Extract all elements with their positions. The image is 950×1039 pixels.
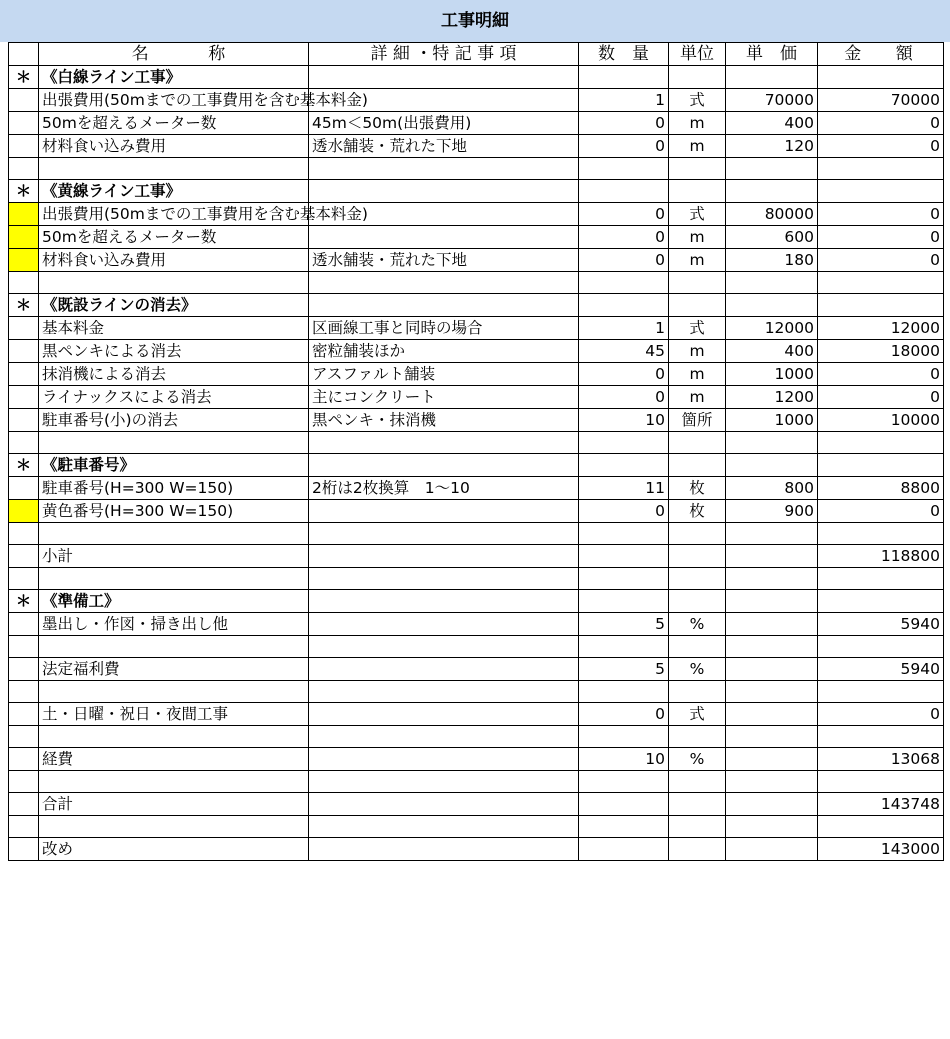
row-marker	[9, 135, 39, 158]
table-row	[9, 726, 944, 748]
table-row	[9, 838, 944, 861]
cell-detail: 透水舗装・荒れた下地	[309, 249, 579, 272]
cell-detail: 密粒舗装ほか	[309, 340, 579, 363]
cell-unit: m	[669, 249, 726, 272]
cell-unit	[669, 816, 726, 838]
row-marker	[9, 726, 39, 748]
cell-amount: 70000	[818, 89, 944, 112]
cell-quantity	[579, 523, 669, 545]
cell-unit-price: 400	[726, 340, 818, 363]
cell-amount: 0	[818, 703, 944, 726]
row-marker: ＊	[9, 454, 39, 477]
cell-amount	[818, 523, 944, 545]
cell-name: ライナックスによる消去	[39, 386, 309, 409]
row-marker-highlight	[9, 203, 39, 226]
table-row	[9, 135, 944, 158]
cell-name: 50mを超えるメーター数	[39, 112, 309, 135]
header-detail-cell: 詳 細 ・特 記 事 項	[309, 43, 579, 66]
cell-amount: 0	[818, 363, 944, 386]
cell-unit	[669, 272, 726, 294]
cell-detail	[309, 294, 579, 317]
cell-quantity	[579, 771, 669, 793]
cell-quantity: 0	[579, 226, 669, 249]
row-marker	[9, 636, 39, 658]
cell-unit: m	[669, 112, 726, 135]
cell-unit	[669, 158, 726, 180]
cell-quantity	[579, 158, 669, 180]
cell-unit	[669, 636, 726, 658]
table-row	[9, 409, 944, 432]
cell-quantity	[579, 294, 669, 317]
cell-unit: 箇所	[669, 409, 726, 432]
table-row	[9, 203, 944, 226]
table-row	[9, 477, 944, 500]
row-marker-highlight	[9, 249, 39, 272]
cell-amount: 0	[818, 500, 944, 523]
cell-unit-price	[726, 272, 818, 294]
cell-quantity	[579, 568, 669, 590]
cell-amount	[818, 771, 944, 793]
table-row	[9, 226, 944, 249]
cell-quantity	[579, 793, 669, 816]
cell-amount: 0	[818, 112, 944, 135]
table-row	[9, 158, 944, 180]
cell-unit	[669, 523, 726, 545]
table-row	[9, 66, 944, 89]
cell-unit: 枚	[669, 500, 726, 523]
cell-detail: 2桁は2枚換算 1～10	[309, 477, 579, 500]
cell-quantity	[579, 272, 669, 294]
cell-name: 《白線ライン工事》	[39, 66, 309, 89]
cell-unit-price	[726, 748, 818, 771]
cell-name: 法定福利費	[39, 658, 309, 681]
row-marker	[9, 816, 39, 838]
cell-quantity: 0	[579, 135, 669, 158]
cell-unit-price: 80000	[726, 203, 818, 226]
cell-name	[39, 523, 309, 545]
cell-unit	[669, 681, 726, 703]
cell-name	[39, 816, 309, 838]
cell-unit-price	[726, 545, 818, 568]
cell-name: 材料食い込み費用	[39, 135, 309, 158]
cell-unit-price	[726, 158, 818, 180]
table-row	[9, 432, 944, 454]
cell-detail	[309, 568, 579, 590]
table-row	[9, 748, 944, 771]
table-row	[9, 386, 944, 409]
cell-name	[39, 272, 309, 294]
cell-unit-price: 800	[726, 477, 818, 500]
cell-quantity: 1	[579, 317, 669, 340]
cell-detail: 主にコンクリート	[309, 386, 579, 409]
cell-unit	[669, 432, 726, 454]
cell-quantity: 0	[579, 500, 669, 523]
cell-amount: 18000	[818, 340, 944, 363]
row-marker	[9, 568, 39, 590]
cell-quantity	[579, 66, 669, 89]
cell-unit	[669, 454, 726, 477]
cell-name: 経費	[39, 748, 309, 771]
cell-unit: m	[669, 340, 726, 363]
cell-detail	[309, 180, 579, 203]
row-marker	[9, 771, 39, 793]
cell-unit: m	[669, 226, 726, 249]
cell-name: 《駐車番号》	[39, 454, 309, 477]
header-price-cell: 単 価	[726, 43, 818, 66]
cell-quantity: 0	[579, 386, 669, 409]
row-marker	[9, 748, 39, 771]
cell-quantity	[579, 454, 669, 477]
cell-name	[39, 432, 309, 454]
cell-unit	[669, 771, 726, 793]
cell-name: 材料食い込み費用	[39, 249, 309, 272]
cell-quantity: 0	[579, 112, 669, 135]
cell-amount: 0	[818, 135, 944, 158]
cell-amount: 143748	[818, 793, 944, 816]
cell-name: 改め	[39, 838, 309, 861]
cell-unit	[669, 568, 726, 590]
cell-unit	[669, 838, 726, 861]
cell-amount: 5940	[818, 613, 944, 636]
cell-quantity	[579, 590, 669, 613]
cell-detail	[309, 793, 579, 816]
cell-unit-price: 120	[726, 135, 818, 158]
cell-amount: 5940	[818, 658, 944, 681]
row-marker-highlight	[9, 500, 39, 523]
table-row	[9, 523, 944, 545]
table-row	[9, 89, 944, 112]
cell-unit	[669, 294, 726, 317]
row-marker	[9, 432, 39, 454]
cell-unit: %	[669, 613, 726, 636]
cell-unit: 式	[669, 703, 726, 726]
cell-detail	[309, 681, 579, 703]
cell-detail	[309, 771, 579, 793]
cell-unit-price	[726, 703, 818, 726]
cell-unit-price	[726, 726, 818, 748]
cell-quantity	[579, 816, 669, 838]
cell-detail	[309, 523, 579, 545]
cell-unit: 式	[669, 89, 726, 112]
cell-amount	[818, 294, 944, 317]
cell-unit-price: 12000	[726, 317, 818, 340]
cell-amount: 0	[818, 386, 944, 409]
header-name-a: 名	[131, 44, 149, 64]
cell-unit: 枚	[669, 477, 726, 500]
table-row	[9, 317, 944, 340]
cell-unit	[669, 793, 726, 816]
table-row	[9, 180, 944, 203]
cell-name: 駐車番号(小)の消去	[39, 409, 309, 432]
row-marker	[9, 409, 39, 432]
cell-detail	[309, 613, 579, 636]
cell-quantity	[579, 545, 669, 568]
cell-amount: 8800	[818, 477, 944, 500]
cell-detail	[309, 66, 579, 89]
cell-unit-price: 1000	[726, 409, 818, 432]
cell-amount: 13068	[818, 748, 944, 771]
table-row	[9, 363, 944, 386]
cell-unit	[669, 726, 726, 748]
header-amount-cell	[818, 43, 944, 66]
row-marker: ＊	[9, 66, 39, 89]
cell-name: 50mを超えるメーター数	[39, 226, 309, 249]
table-row	[9, 340, 944, 363]
cell-detail	[309, 838, 579, 861]
cell-detail: 透水舗装・荒れた下地	[309, 135, 579, 158]
cell-quantity: 0	[579, 249, 669, 272]
cell-quantity: 5	[579, 658, 669, 681]
row-marker	[9, 838, 39, 861]
cell-name: 出張費用(50mまでの工事費用を含む基本料金)	[39, 203, 309, 226]
cell-amount	[818, 432, 944, 454]
row-marker-highlight	[9, 226, 39, 249]
row-marker	[9, 703, 39, 726]
cell-detail	[309, 636, 579, 658]
cell-name: 黄色番号(H=300 W=150)	[39, 500, 309, 523]
cell-quantity: 5	[579, 613, 669, 636]
table-row	[9, 793, 944, 816]
cell-amount: 0	[818, 249, 944, 272]
cell-detail	[309, 226, 579, 249]
header-qty-cell: 数 量	[579, 43, 669, 66]
cell-name: 小計	[39, 545, 309, 568]
cell-detail: 黒ペンキ・抹消機	[309, 409, 579, 432]
cell-name: 駐車番号(H=300 W=150)	[39, 477, 309, 500]
cell-unit-price: 900	[726, 500, 818, 523]
cell-quantity	[579, 636, 669, 658]
cell-amount: 118800	[818, 545, 944, 568]
table-row	[9, 454, 944, 477]
cell-unit-price: 400	[726, 112, 818, 135]
cell-quantity	[579, 838, 669, 861]
cell-unit: m	[669, 135, 726, 158]
cell-amount: 12000	[818, 317, 944, 340]
cell-detail: 45m＜50m(出張費用)	[309, 112, 579, 135]
cell-unit-price	[726, 523, 818, 545]
cell-unit-price	[726, 66, 818, 89]
row-marker	[9, 386, 39, 409]
table-row	[9, 568, 944, 590]
cell-detail: アスファルト舗装	[309, 363, 579, 386]
table-row	[9, 636, 944, 658]
row-marker	[9, 793, 39, 816]
cell-unit-price	[726, 838, 818, 861]
row-marker	[9, 477, 39, 500]
header-name-cell	[39, 43, 309, 66]
row-marker: ＊	[9, 180, 39, 203]
cell-unit-price: 70000	[726, 89, 818, 112]
cell-detail	[309, 816, 579, 838]
sheet-title: 工事明細	[0, 0, 950, 42]
cell-detail	[309, 703, 579, 726]
cell-unit	[669, 590, 726, 613]
header-amount-b: 額	[895, 44, 913, 64]
cell-name: 《準備工》	[39, 590, 309, 613]
row-marker	[9, 112, 39, 135]
cell-name: 《黄線ライン工事》	[39, 180, 309, 203]
cell-amount	[818, 272, 944, 294]
cell-quantity	[579, 432, 669, 454]
table-row	[9, 613, 944, 636]
estimate-table	[8, 42, 944, 861]
cell-detail	[309, 158, 579, 180]
cell-quantity: 10	[579, 409, 669, 432]
cell-unit-price: 600	[726, 226, 818, 249]
cell-detail	[309, 748, 579, 771]
cell-detail	[309, 658, 579, 681]
cell-name: 出張費用(50mまでの工事費用を含む基本料金)	[39, 89, 309, 112]
row-marker	[9, 658, 39, 681]
table-row	[9, 771, 944, 793]
row-marker	[9, 523, 39, 545]
cell-amount	[818, 636, 944, 658]
table-row	[9, 545, 944, 568]
cell-unit-price	[726, 793, 818, 816]
table-row	[9, 294, 944, 317]
cell-amount	[818, 158, 944, 180]
cell-amount	[818, 726, 944, 748]
cell-amount: 143000	[818, 838, 944, 861]
cell-name	[39, 771, 309, 793]
cell-amount	[818, 681, 944, 703]
cell-unit-price	[726, 180, 818, 203]
cell-amount	[818, 590, 944, 613]
cell-unit-price	[726, 771, 818, 793]
cell-detail	[309, 545, 579, 568]
cell-detail: 区画線工事と同時の場合	[309, 317, 579, 340]
cell-unit-price	[726, 294, 818, 317]
cell-unit: %	[669, 658, 726, 681]
row-marker	[9, 158, 39, 180]
cell-quantity: 10	[579, 748, 669, 771]
header-row	[9, 43, 944, 66]
cell-amount: 0	[818, 203, 944, 226]
cell-unit-price	[726, 432, 818, 454]
cell-name: 黒ペンキによる消去	[39, 340, 309, 363]
cell-unit-price	[726, 454, 818, 477]
cell-detail	[309, 590, 579, 613]
cell-unit-price: 180	[726, 249, 818, 272]
table-row	[9, 703, 944, 726]
cell-unit: %	[669, 748, 726, 771]
cell-unit-price	[726, 681, 818, 703]
table-row	[9, 590, 944, 613]
cell-unit-price	[726, 816, 818, 838]
cell-name: 《既設ラインの消去》	[39, 294, 309, 317]
table-row	[9, 658, 944, 681]
row-marker	[9, 363, 39, 386]
cell-unit-price	[726, 613, 818, 636]
row-marker	[9, 681, 39, 703]
header-unit-cell: 単位	[669, 43, 726, 66]
cell-unit	[669, 66, 726, 89]
cell-quantity: 45	[579, 340, 669, 363]
cell-name: 抹消機による消去	[39, 363, 309, 386]
cell-name	[39, 636, 309, 658]
cell-detail	[309, 272, 579, 294]
cell-unit: m	[669, 386, 726, 409]
cell-unit	[669, 180, 726, 203]
row-marker	[9, 272, 39, 294]
cell-name: 合計	[39, 793, 309, 816]
cell-unit	[669, 545, 726, 568]
header-mark-cell	[9, 43, 39, 66]
cell-unit-price	[726, 590, 818, 613]
cell-amount: 10000	[818, 409, 944, 432]
table-row	[9, 816, 944, 838]
cell-unit-price	[726, 568, 818, 590]
cell-quantity	[579, 180, 669, 203]
row-marker: ＊	[9, 590, 39, 613]
header-name-b: 称	[208, 44, 226, 64]
table-row	[9, 681, 944, 703]
cell-unit-price	[726, 658, 818, 681]
row-marker: ＊	[9, 294, 39, 317]
cell-unit: 式	[669, 203, 726, 226]
cell-quantity	[579, 726, 669, 748]
cell-name: 墨出し・作図・掃き出し他	[39, 613, 309, 636]
row-marker	[9, 613, 39, 636]
cell-quantity	[579, 681, 669, 703]
cell-name: 土・日曜・祝日・夜間工事	[39, 703, 309, 726]
table-row	[9, 500, 944, 523]
table-row	[9, 112, 944, 135]
cell-unit-price: 1200	[726, 386, 818, 409]
cell-amount	[818, 816, 944, 838]
cell-detail	[309, 500, 579, 523]
cell-name: 基本料金	[39, 317, 309, 340]
cell-name	[39, 681, 309, 703]
row-marker	[9, 545, 39, 568]
cell-unit: 式	[669, 317, 726, 340]
table-row	[9, 249, 944, 272]
cell-amount: 0	[818, 226, 944, 249]
cell-unit-price	[726, 636, 818, 658]
cell-name	[39, 726, 309, 748]
cell-quantity: 0	[579, 203, 669, 226]
cell-unit-price: 1000	[726, 363, 818, 386]
cell-name	[39, 158, 309, 180]
row-marker	[9, 317, 39, 340]
cell-quantity: 0	[579, 363, 669, 386]
cell-detail	[309, 726, 579, 748]
cell-amount	[818, 66, 944, 89]
cell-amount	[818, 568, 944, 590]
table-row	[9, 272, 944, 294]
row-marker	[9, 89, 39, 112]
cell-unit: m	[669, 363, 726, 386]
row-marker	[9, 340, 39, 363]
header-amount-a: 金	[844, 44, 862, 64]
cell-amount	[818, 180, 944, 203]
cell-quantity: 1	[579, 89, 669, 112]
cell-name	[39, 568, 309, 590]
cell-amount	[818, 454, 944, 477]
cell-detail	[309, 432, 579, 454]
cell-detail	[309, 454, 579, 477]
cell-quantity: 11	[579, 477, 669, 500]
cell-quantity: 0	[579, 703, 669, 726]
